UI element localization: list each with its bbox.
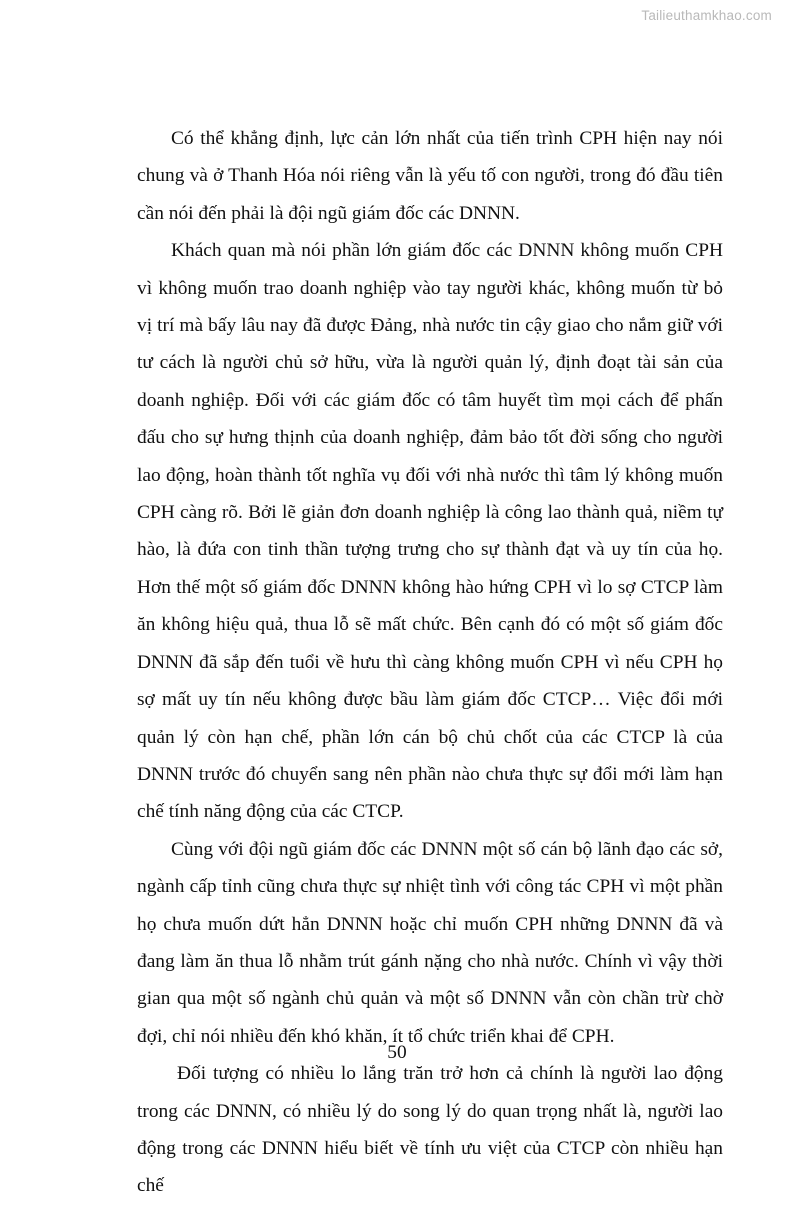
paragraph-1: Có thể khẳng định, lực cản lớn nhất của tiến trình CPH hiện nay nói chung và ở Thanh Hóa nói riêng vẫn là yếu tố con người, trong đó đầu tiên cần nói đến phải là đội ngũ giám đốc các DNNN. <box>137 128 723 224</box>
watermark-text: Tailieuthamkhao.com <box>641 8 772 23</box>
paragraph-3: Cùng với đội ngũ giám đốc các DNNN một số cán bộ lãnh đạo các sở, ngành cấp tỉnh cũng chưa thực sự nhiệt tình với công tác CPH vì một phần họ chưa muốn dứt hẳn DNNN hoặc chỉ muốn CPH những DNNN đã và đang làm ăn thua lỗ nhằm trút gánh nặng cho nhà nước. Chính vì vậy thời gian qua một số ngành chủ quản và một số DNNN vẫn còn chần trừ chờ đợi, chỉ nói nhiều đến khó khăn, ít tổ chức triển khai để CPH. <box>137 838 723 1047</box>
page-number: 50 <box>387 1042 407 1063</box>
paragraph-2: Khách quan mà nói phần lớn giám đốc các DNNN không muốn CPH vì không muốn trao doanh nghiệp vào tay người khác, không muốn từ bỏ vị trí mà bấy lâu nay đã được Đảng, nhà nước tin cậy giao cho nắm giữ với tư cách là người chủ sở hữu, vừa là người quản lý, định đoạt tài sản của doanh nghiệp. Đối với các giám đốc có tâm huyết tìm mọi cách để phấn đấu cho sự hưng thịnh của doanh nghiệp, đảm bảo tốt đời sống cho người lao động, hoàn thành tốt nghĩa vụ đối với nhà nước thì tâm lý không muốn CPH càng rõ. Bởi lẽ giản đơn doanh nghiệp là công lao thành quả, niềm tự hào, là đứa con tinh thần tượng trưng cho sự thành đạt và uy tín của họ. Hơn thế một số giám đốc DNNN không hào hứng CPH vì lo sợ CTCP làm ăn không hiệu quả, thua lỗ sẽ mất chức. Bên cạnh đó có một số giám đốc DNNN đã sắp đến tuổi về hưu thì càng không muốn CPH vì nếu CPH họ sợ mất uy tín nếu không được bầu làm giám đốc CTCP… Việc đổi mới quản lý còn hạn chế, phần lớn cán bộ chủ chốt của các CTCP là của DNNN trước đó chuyển sang nên phần nào chưa thực sự đổi mới làm hạn chế tính năng động của các CTCP. <box>137 240 723 823</box>
paragraph-4: Đối tượng có nhiều lo lắng trăn trở hơn cả chính là người lao động trong các DNNN, có nhiều lý do song lý do quan trọng nhất là, người lao động trong các DNNN hiểu biết về tính ưu việt của CTCP còn nhiều hạn chế <box>137 1063 723 1197</box>
